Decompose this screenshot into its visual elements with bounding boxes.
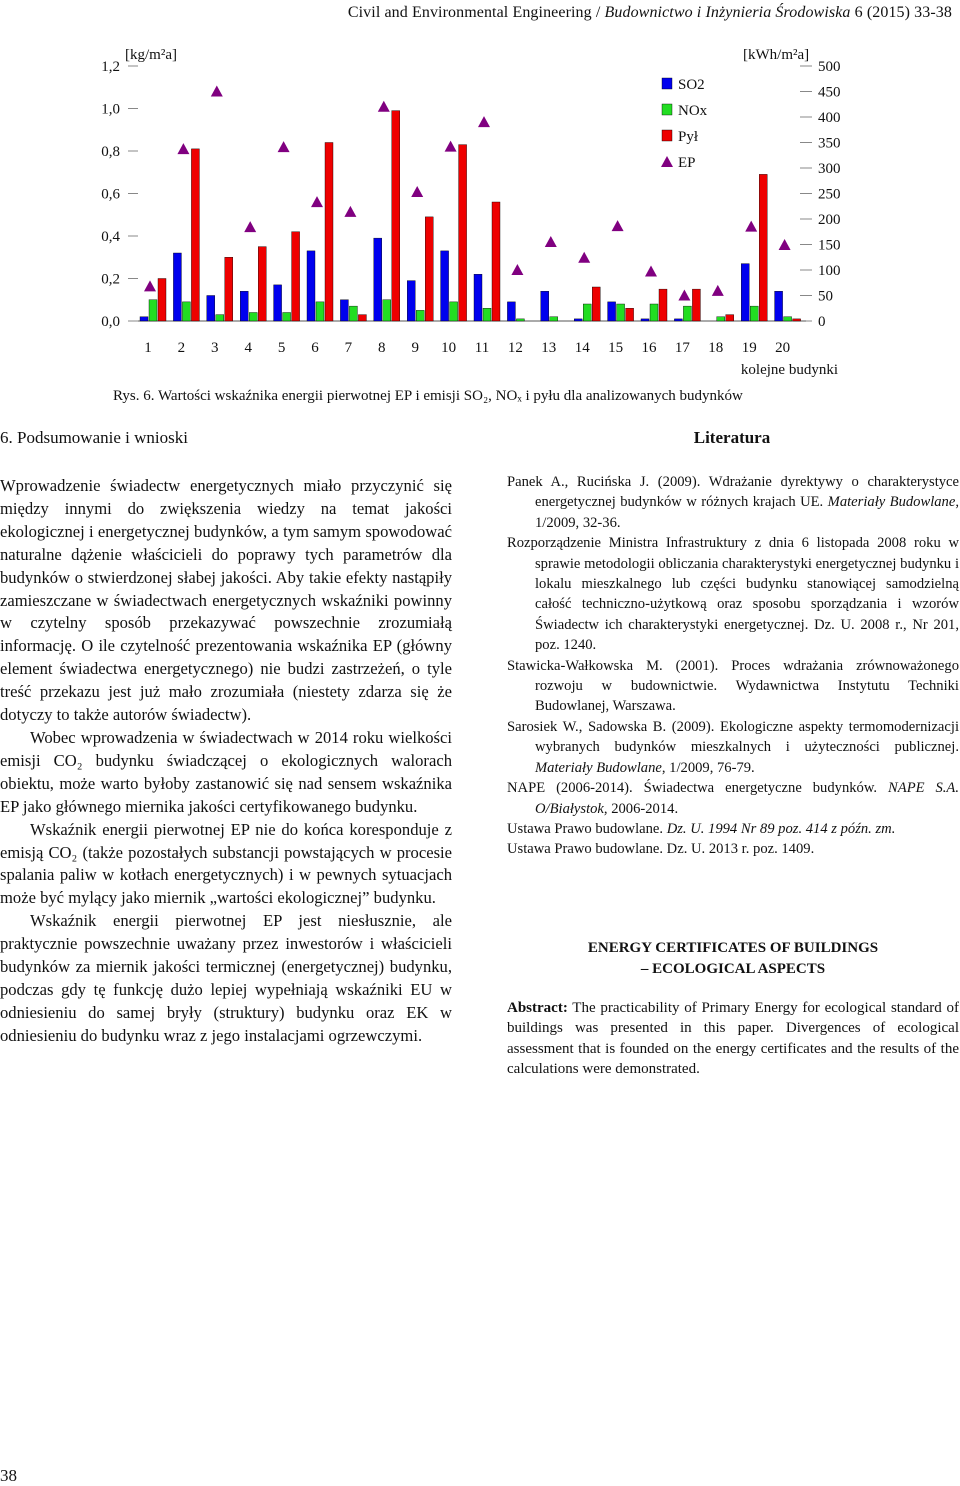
legend-swatch-pył <box>662 130 672 141</box>
emissions-chart <box>0 40 960 385</box>
right-axis-tick-label: 500 <box>818 59 841 75</box>
bar-so2 <box>140 317 148 321</box>
bar-pył <box>692 289 700 321</box>
bar-nox <box>249 313 257 322</box>
reference-item: Sarosiek W., Sadowska B. (2009). Ekologiczne aspekty termomodernizacji wybranych budynków mieszkalnych i użyteczności publicznej. Materiały Budowlane, 1/2009, 76-79. <box>507 718 959 776</box>
reference-list <box>507 472 959 860</box>
x-tick-label: 13 <box>541 340 557 356</box>
right-axis-label: [kWh/m²a] <box>743 47 810 63</box>
right-axis-tick-label: 400 <box>818 110 841 126</box>
bar-pył <box>793 319 801 321</box>
ep-marker <box>545 236 557 247</box>
reference-item: Ustawa Prawo budowlane. Dz. U. 1994 Nr 89 poz. 414 z późn. zm. <box>507 820 896 837</box>
ep-marker <box>144 280 156 291</box>
right-axis-tick-label: 300 <box>818 161 841 177</box>
ep-marker <box>712 285 724 296</box>
bar-so2 <box>674 319 682 321</box>
bar-nox <box>450 302 458 321</box>
bar-nox <box>750 306 758 321</box>
x-tick-label: 16 <box>641 340 657 356</box>
bar-pył <box>626 308 634 321</box>
right-axis-tick-label: 250 <box>818 186 841 203</box>
right-axis-tick-label: 350 <box>818 135 841 152</box>
bar-so2 <box>574 319 582 321</box>
bar-pył <box>459 145 467 321</box>
ep-marker <box>779 239 791 250</box>
x-tick-label: 19 <box>741 340 757 356</box>
ep-marker <box>378 101 390 112</box>
reference-item: Rozporządzenie Ministra Infrastruktury z dnia 6 listopada 2008 roku w sprawie metodologii obliczania charakterystyki energetycznej budynku i lokalu mieszkalnego lub części budynku stanowiącej samodzielną całość techniczno-użytkową oraz sposobu sporządzania i wzorów Świadectw ich charakterystyki energetycznej. Dz. U. 2008 r., Nr 201, poz. 1240. <box>507 535 959 654</box>
figure-caption: Rys. 6. Wartości wskaźnika energii pierwotnej EP i emisji SO₂, NOₓ i pyłu dla analizowanych budynków <box>113 388 743 404</box>
paragraph: Wskaźnik energii pierwotnej EP jest niesłusznie, ale praktycznie powszechnie uważany przez inwestorów i właścicieli budynków za miernik jakości termicznej (energetycznej) budynku, podczas gdy tę funkcję dużo lepiej wypełniają wskaźniki EU w odniesieniu do samej bryły (struktury) budynku oraz EK w odniesieniu do budynku wraz z jego instalacjami ogrzewczymi. <box>0 911 452 1045</box>
bar-pył <box>592 287 600 321</box>
x-tick-label: 6 <box>311 340 319 356</box>
reference-item: Panek A., Rucińska J. (2009). Wdrażanie dyrektywy o charakterystyce energetycznej budynków w różnych krajach UE. Materiały Budowlane, 1/2009, 32-36. <box>507 474 959 531</box>
ep-marker <box>278 141 290 152</box>
bar-nox <box>483 308 491 321</box>
ep-marker <box>678 290 690 301</box>
bar-so2 <box>775 291 783 321</box>
bar-so2 <box>240 291 248 321</box>
section-body <box>0 475 452 1048</box>
bar-nox <box>316 302 324 321</box>
legend-label: Pył <box>678 129 699 145</box>
bar-nox <box>383 300 391 321</box>
bar-nox <box>617 304 625 321</box>
ep-marker <box>344 206 356 217</box>
legend-label: SO2 <box>678 77 705 93</box>
english-title-line: – ECOLOGICAL ASPECTS <box>640 960 826 977</box>
right-axis-tick-label: 450 <box>818 84 841 101</box>
x-tick-label: 7 <box>344 340 353 356</box>
right-column <box>507 428 959 1079</box>
x-tick-label: 5 <box>277 340 286 356</box>
right-axis-tick-label: 100 <box>818 263 841 279</box>
ep-marker <box>645 266 657 277</box>
bar-nox <box>516 319 524 321</box>
bar-so2 <box>340 300 348 321</box>
x-axis-label: kolejne budynki <box>740 362 838 378</box>
running-header <box>348 4 952 22</box>
right-axis-tick-label: 50 <box>818 288 833 305</box>
x-tick-label: 17 <box>674 340 690 356</box>
bar-so2 <box>173 253 181 321</box>
literature-heading: Literatura <box>693 428 771 447</box>
legend-label: EP <box>678 155 696 171</box>
bar-so2 <box>507 302 515 321</box>
left-column <box>0 428 452 1048</box>
bar-so2 <box>407 281 415 321</box>
bar-pył <box>191 149 199 321</box>
x-tick-label: 14 <box>574 340 590 356</box>
bar-pył <box>325 143 333 322</box>
ep-marker <box>411 186 423 197</box>
ep-marker <box>244 221 256 232</box>
bar-nox <box>182 302 190 321</box>
ep-marker <box>445 141 457 152</box>
right-axis-tick-label: 0 <box>818 314 826 330</box>
legend-swatch-ep <box>661 156 673 167</box>
legend-swatch-nox <box>662 104 672 115</box>
bar-nox <box>149 300 157 321</box>
left-axis-tick-label: 0,6 <box>101 186 120 203</box>
left-axis-tick-label: 0,2 <box>101 271 120 288</box>
bar-pył <box>425 217 433 321</box>
x-tick-label: 4 <box>244 340 252 356</box>
bar-nox <box>683 306 691 321</box>
bar-pył <box>258 247 266 321</box>
reference-item: Ustawa Prawo budowlane. Dz. U. 2013 r. poz. 1409. <box>507 841 815 858</box>
ep-marker <box>612 220 624 231</box>
bar-so2 <box>374 238 382 321</box>
bar-so2 <box>608 302 616 321</box>
bar-nox <box>550 317 558 321</box>
ep-marker <box>478 116 490 127</box>
ep-marker <box>177 143 189 154</box>
legend-swatch-so2 <box>662 78 672 89</box>
x-tick-label: 20 <box>775 340 791 356</box>
bar-nox <box>650 304 658 321</box>
x-tick-label: 11 <box>474 340 490 356</box>
english-title-line: ENERGY CERTIFICATES OF BUILDINGS <box>587 939 879 956</box>
abstract-text: The practicability of Primary Energy for ecological standard of buildings was presented in this paper. Divergences of ecological assessment that is founded on the energy certificates and the results of the calculations were demonstrated. <box>507 999 959 1077</box>
section-heading: 6. Podsumowanie i wnioski <box>0 428 188 447</box>
bar-pył <box>759 174 767 321</box>
legend-label: NOx <box>678 103 708 119</box>
journal-volume: 6 (2015) 33-38 <box>850 4 952 21</box>
ep-marker <box>578 252 590 263</box>
bar-pył <box>392 111 400 321</box>
journal-name-pl: Budownictwo i Inżynieria Środowiska <box>604 4 851 21</box>
bar-pył <box>225 257 233 321</box>
bar-nox <box>349 306 357 321</box>
bar-nox <box>784 317 792 321</box>
bar-so2 <box>741 264 749 321</box>
bar-nox <box>283 313 291 322</box>
ep-marker <box>211 86 223 97</box>
bar-pył <box>492 202 500 321</box>
english-title <box>507 938 959 980</box>
bar-nox <box>216 315 224 321</box>
abstract-label: Abstract: <box>507 999 568 1016</box>
bar-so2 <box>474 274 482 321</box>
bar-nox <box>416 310 424 321</box>
left-axis-tick-label: 0,0 <box>101 314 120 330</box>
paragraph: Wobec wprowadzenia w świadectwach w 2014 roku wielkości emisji CO₂ budynku świadczącej o ekologicznych walorach obiektu, może warto byłoby zastanowić się nad sensem wskaźnika EP jako głównego miernika jakości certyfikowanego budynku. <box>0 727 452 816</box>
right-axis-tick-label: 200 <box>818 212 841 228</box>
bar-nox <box>717 317 725 321</box>
abstract <box>507 998 959 1080</box>
journal-name: Civil and Environmental Engineering / <box>347 4 605 21</box>
bar-so2 <box>541 291 549 321</box>
x-tick-label: 1 <box>144 340 152 356</box>
left-axis-tick-label: 1,0 <box>101 101 120 118</box>
x-tick-label: 12 <box>507 340 523 356</box>
x-tick-label: 15 <box>608 340 624 356</box>
ep-marker <box>511 264 523 275</box>
x-tick-label: 2 <box>177 340 186 356</box>
left-axis-label: [kg/m²a] <box>125 47 177 63</box>
bar-so2 <box>641 319 649 321</box>
bar-so2 <box>307 251 315 321</box>
ep-marker <box>311 196 323 207</box>
bar-so2 <box>207 296 215 322</box>
bar-pył <box>292 232 300 321</box>
bar-pył <box>726 315 734 321</box>
bar-pył <box>659 289 667 321</box>
bar-pył <box>358 315 366 321</box>
paragraph: Wprowadzenie świadectw energetycznych miało przyczynić się między innymi do zwiększenia wiedzy na temat jakości ekologicznej i energetycznej budynków, a tym samym spowodować naturalne dążenie właścicieli do poprawy tych parametrów dla budynków o stwierdzonej słabej jakości. Aby takie efekty nastąpiły zamieszczane w świadectwach energetycznych wskaźniki powinny w czytelny sposób przekazywać powszechnie zrozumiałą informację. O ile czytelność prezentowania wskaźnika EP (główny element świadectwa energetycznego) nie budzi zastrzeżeń, o tyle treść przekazu jest już mało zrozumiała (niestety zdarza się że dotyczy to także autorów świadectw). <box>0 476 452 725</box>
bar-nox <box>583 304 591 321</box>
reference-item: NAPE (2006-2014). Świadectwa energetyczne budynków. NAPE S.A. O/Białystok, 2006-2014. <box>507 780 959 817</box>
left-axis-tick-label: 0,4 <box>101 229 120 245</box>
x-tick-label: 9 <box>411 340 419 356</box>
x-tick-label: 8 <box>378 340 386 356</box>
bar-pył <box>158 279 166 322</box>
ep-marker <box>745 221 757 232</box>
paragraph: Wskaźnik energii pierwotnej EP nie do końca koresponduje z emisją CO₂ (także pozostałych substancji powstających w procesie spalania paliw w kotłach energetycznych) i w pewnych sytuacjach może być mylący jako miernik „wartości ekologicznej” budynku. <box>0 819 452 908</box>
page-number: 38 <box>0 1466 17 1485</box>
right-axis-tick-label: 150 <box>818 237 841 254</box>
x-tick-label: 18 <box>708 340 724 356</box>
bar-so2 <box>274 285 282 321</box>
x-tick-label: 3 <box>211 340 219 356</box>
x-tick-label: 10 <box>441 340 457 356</box>
bar-so2 <box>441 251 449 321</box>
left-axis-tick-label: 1,2 <box>101 59 120 75</box>
reference-item: Stawicka-Wałkowska M. (2001). Proces wdrażania zrównoważonego rozwoju w budownictwie. Wydawnictwa Instytutu Techniki Budowlanej, Warszawa. <box>507 657 959 715</box>
left-axis-tick-label: 0,8 <box>101 144 120 160</box>
